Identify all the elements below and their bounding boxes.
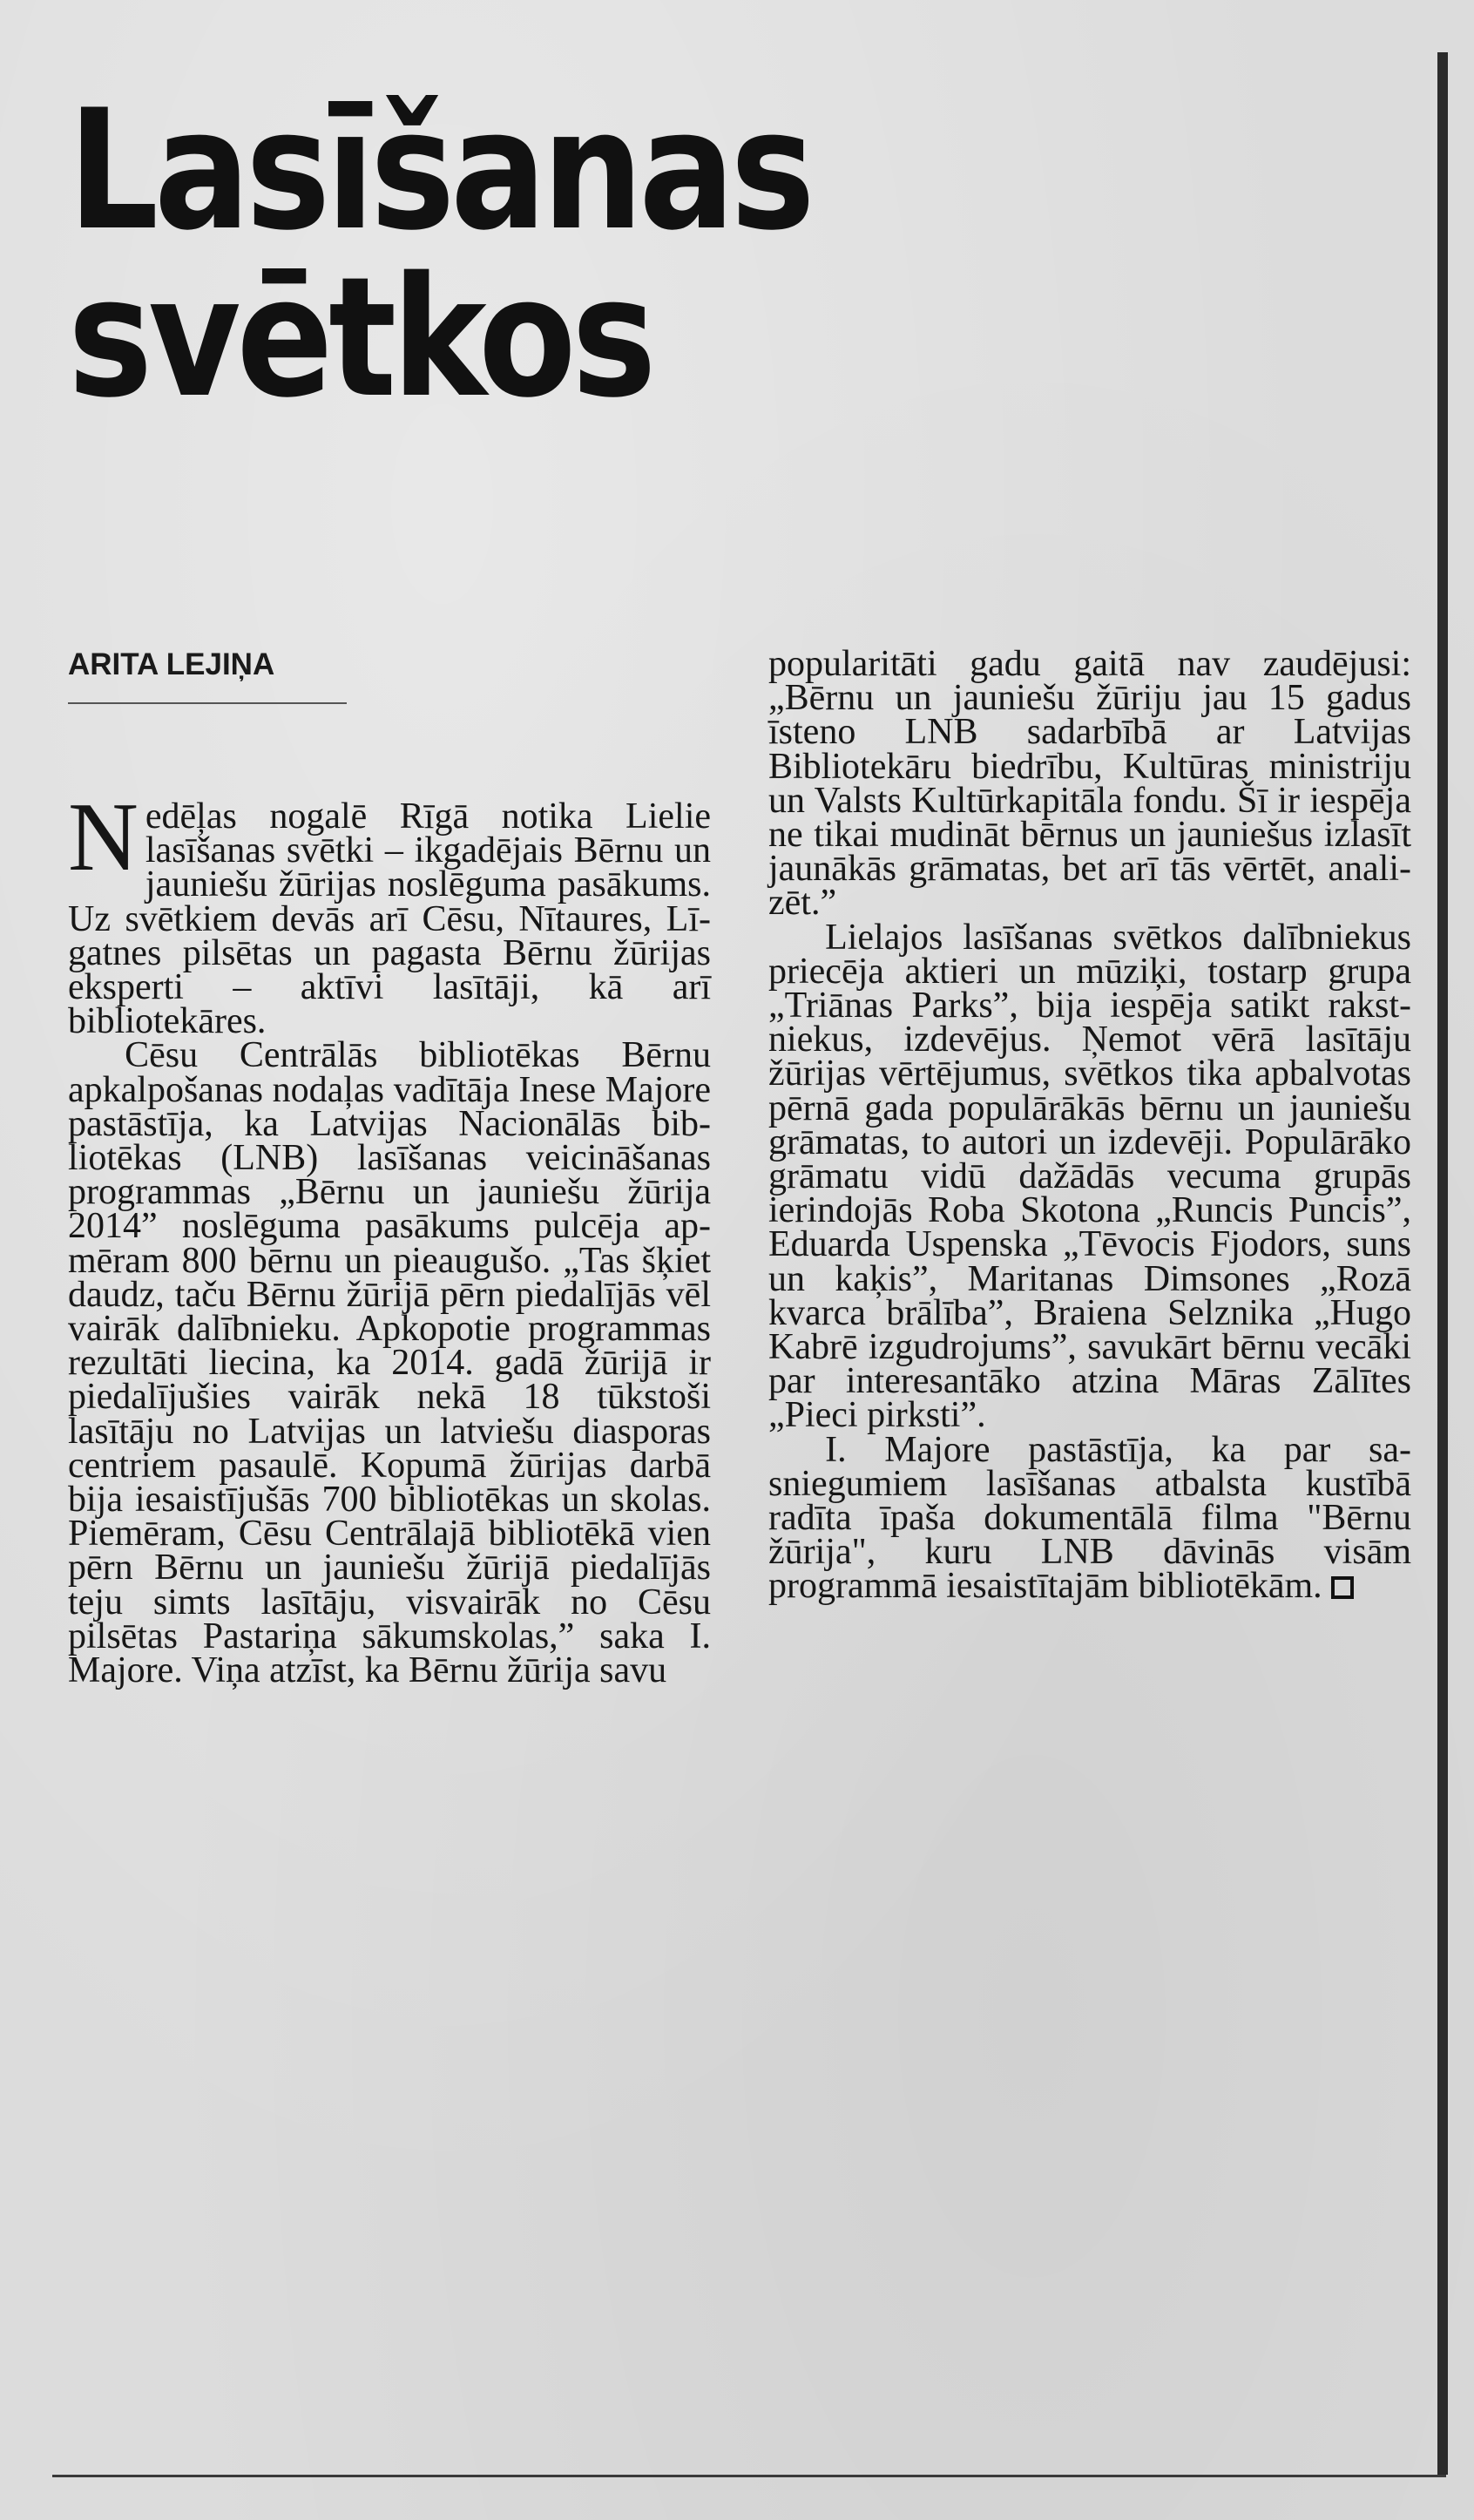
lead-paragraph-text: edēļas nogalē Rīgā notika Lielie lasīšanas svētki – ikgadējais Bērnu un jauniešu žūrijas noslēguma pasākums. Uz svētkiem devās arī Cēsu, Nītaures, Līgatnes pilsētas un pagasta Bērnu žūrijas eksperti – aktīvi lasītāji, kā arī bibliotekāres. bbox=[68, 796, 711, 1042]
end-mark-icon bbox=[1331, 1576, 1354, 1599]
text-column-right bbox=[768, 644, 1411, 1607]
drop-cap: N bbox=[68, 783, 139, 891]
paragraph-3: Lielajos lasīšanas svētkos dalībniekus priecēja aktieri un mūziķi, tostarp grupa „Triānas Parks”, bija iespēja satikt rakstniekus, izdevējus. Ņemot vērā lasītāju žūrijas vērtējumus, svētkos tika apbalvotas pērnā gada populārākās bērnu un jauniešu grāmatas, to autori un izdevēji. Populārāko grāmatu vidū dažādās vecuma grupās ierindojās Roba Skotona „Runcis Puncis”, Eduarda Uspenska „Tēvocis Fjodors, suns un kaķis”, Maritanas Dimsones „Rozā kvarca brālība”, Braiena Selznika „Hugo Kabrē izgudrojums”, savukārt bērnu vecāki par interesantāko atzina Māras Zālītes „Pieci pirksti”. bbox=[768, 917, 1411, 1436]
paragraph-continued: popularitāti gadu gaitā nav zaudējusi: „Bērnu un jauniešu žūriju jau 15 gadus īsteno LNB sadarbībā ar Latvijas Bibliotekāru biedrību, Kultūras ministriju un Valsts Kultūrkapitāla fondu. Šī ir iespēja ne tikai mudināt bērnus un jauniešus izlasīt jaunākās grāmatas, bet arī tās vērtēt, analizēt.” bbox=[768, 644, 1411, 924]
text-column-left bbox=[68, 783, 711, 1691]
paragraph-4-text: I. Majore pastāstīja, ka par sasniegumiem lasīšanas atbalsta kustībā radīta īpaša dokumentālā filma "Bērnu žūrija", kuru LNB dāvinās visām programmā iesaistītajām bibliotēkām. bbox=[768, 1429, 1411, 1607]
lead-paragraph bbox=[68, 783, 711, 1042]
author-byline: ARITA LEJIŅA bbox=[68, 647, 347, 704]
bottom-rule bbox=[52, 2475, 1446, 2477]
column-rule-right bbox=[1437, 52, 1448, 2475]
paragraph-4 bbox=[768, 1429, 1411, 1607]
headline: Lasīšanas svētkos bbox=[68, 74, 811, 434]
paragraph-2: Cēsu Centrālās bibliotēkas Bērnu apkalpošanas nodaļas vadītāja Inese Majore pastāstīja, ka Latvijas Nacionālās bibliotēkas (LNB) lasīšanas veicināšanas programmas „Bērnu un jauniešu žūrija 2014” noslēguma pasākums pulcēja apmēram 800 bērnu un pieaugušo. „Tas šķiet daudz, taču Bērnu žūrijā pērn piedalījās vēl vairāk dalībnieku. Apkopotie programmas rezultāti liecina, ka 2014. gadā žūrijā ir piedalījušies vairāk nekā 18 tūkstoši lasītāju no Latvijas un latviešu diasporas centriem pasaulē. Kopumā žūrijas darbā bija iesaistījušās 700 bibliotēkas un skolas. Piemēram, Cēsu Centrālajā bibliotēkā vien pērn Bērnu un jauniešu žūrijā piedalījās teju simts lasītāju, visvairāk no Cēsu pilsētas Pastariņa sākumskolas,” saka I. Majore. Viņa atzīst, ka Bērnu žūrija savu bbox=[68, 1035, 711, 1691]
